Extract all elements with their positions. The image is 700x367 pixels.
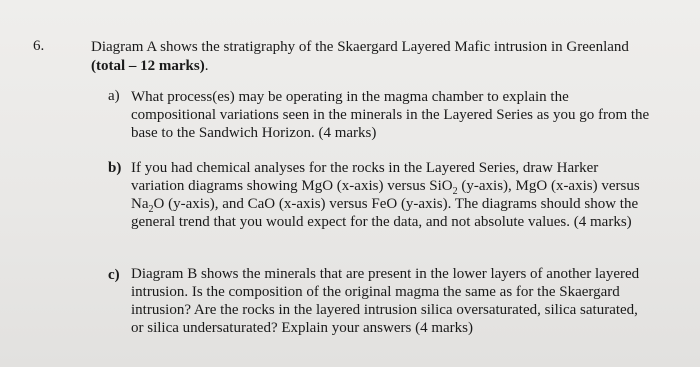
question-total-marks: (total – 12 marks) (91, 58, 205, 74)
part-a-label: a) (108, 88, 120, 104)
question-number: 6. (33, 38, 45, 54)
part-b-label: b) (108, 160, 122, 176)
part-c-label: c) (108, 267, 120, 283)
part-a-text: What process(es) may be operating in the magma chamber to explain the compositional variations seen in the minerals in the Layered Series as you go from the base to the Sandwich Horizon. (4 marks) (131, 89, 650, 141)
part-c-text: Diagram B shows the minerals that are present in the lower layers of another layered intrusion. Is the composition of the original magma the same as for the Skaergard intrusion? Are the rocks in the layered intrusion silica oversaturated, silica saturated, or silica undersaturated? Explain your answers (4 marks) (131, 266, 640, 336)
part-b-subscript-1: 2 (452, 186, 458, 197)
part-b-subscript-2: 2 (148, 204, 154, 215)
part-b-text (131, 159, 651, 231)
part-b-text-3: O (y-axis), and CaO (x-axis) versus FeO (y-axis). The diagrams should show the general trend that you would expect for the data, and not absolute values. (4 marks) (131, 196, 639, 230)
question-intro-end: . (204, 58, 209, 74)
part-b-text-2: (y-axis), MgO (x-axis) versus Na (131, 178, 640, 212)
part-b-text-1: If you had chemical analyses for the rocks in the Layered Series, draw Harker variation diagrams showing MgO (x-axis) versus SiO (131, 160, 599, 194)
question-intro-text: Diagram A shows the stratigraphy of the Skaergard Layered Mafic intrusion in Greenland (91, 39, 629, 55)
question-intro (91, 38, 651, 76)
